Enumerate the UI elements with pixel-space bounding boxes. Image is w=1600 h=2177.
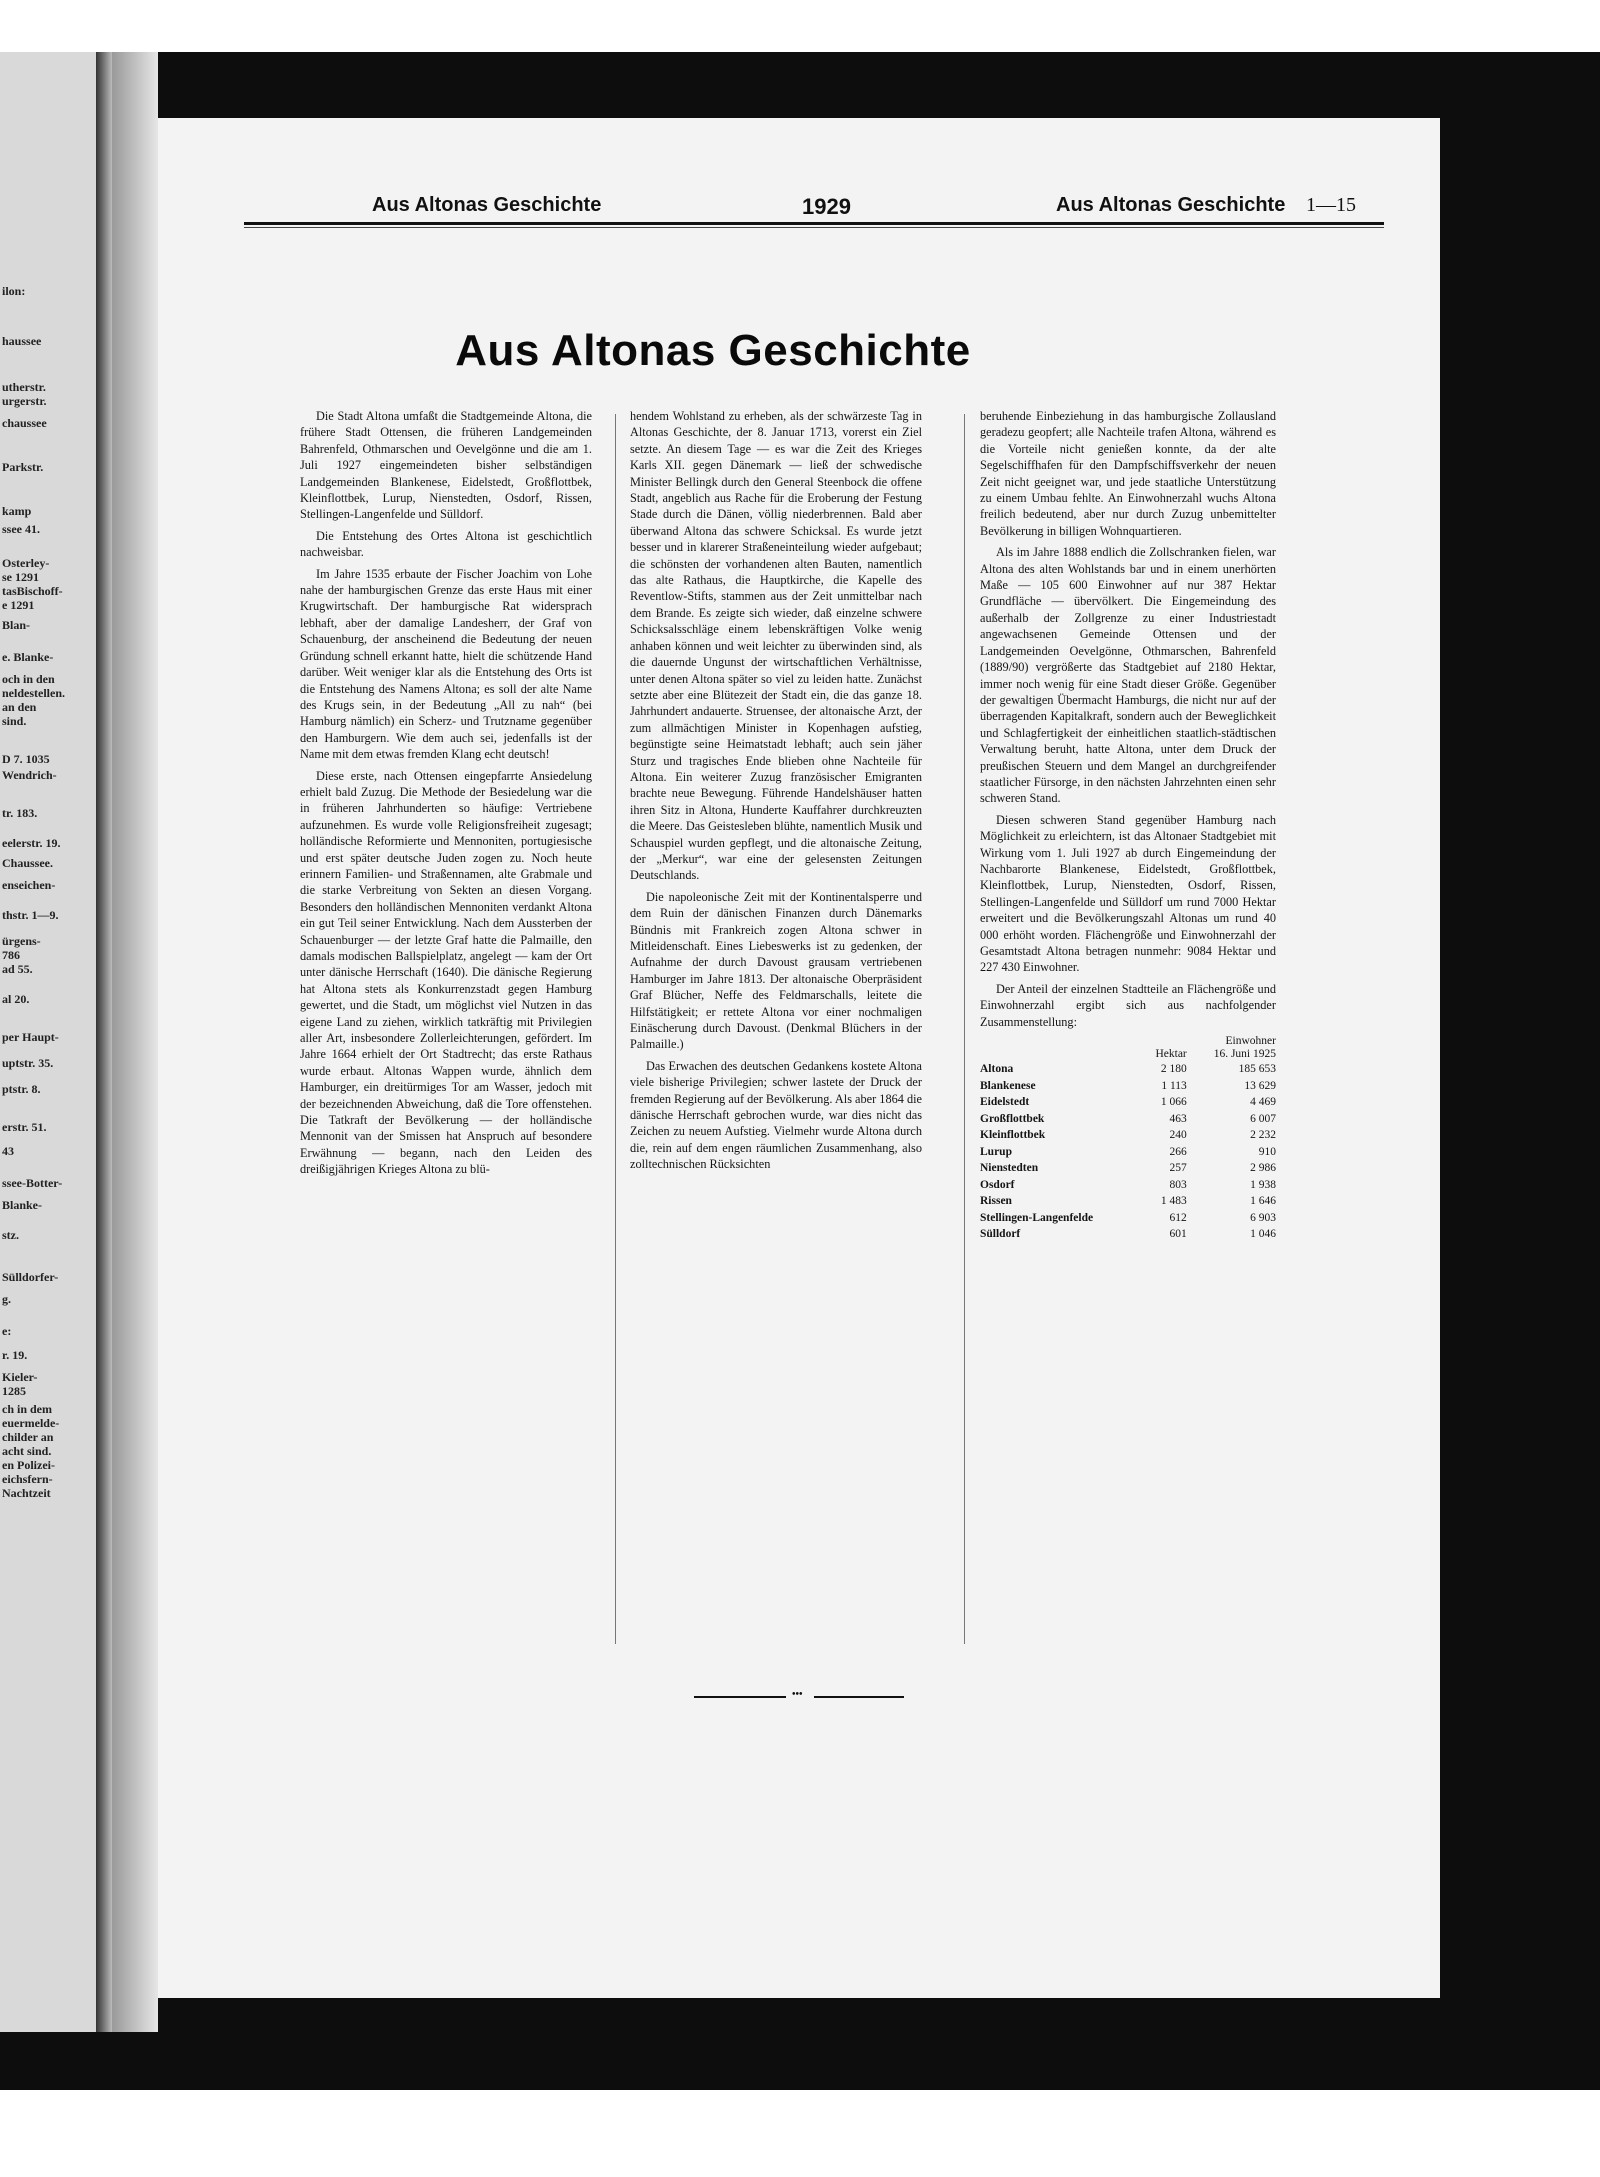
district-hektar: 266: [1169, 1145, 1187, 1158]
left-page-text-fragment: ürgens-: [2, 934, 41, 948]
left-page-text-fragment: stz.: [2, 1228, 19, 1242]
table-header-row: [980, 1035, 1276, 1061]
left-page-text-fragment: per Haupt-: [2, 1030, 59, 1044]
left-page-text-fragment: ssee-Botter-: [2, 1176, 63, 1190]
district-name: Altona: [980, 1063, 1014, 1076]
left-page-text-fragment: uptstr. 35.: [2, 1056, 54, 1070]
district-hektar: 601: [1169, 1228, 1187, 1241]
left-page-text-fragment: kamp: [2, 504, 32, 518]
article-column-2: [630, 408, 922, 1178]
district-name: Eidelstedt: [980, 1096, 1030, 1109]
district-einwohner: 1 646: [1250, 1195, 1276, 1208]
paragraph: Die Entstehung des Ortes Altona ist geschichtlich nachweisbar.: [300, 528, 592, 560]
paragraph: Im Jahre 1535 erbaute der Fischer Joachim von Lohe nahe der hamburgischen Grenze das erste Haus mit einer Krugwirtschaft. Der hamburgische Rat widersprach lebhaft, aber der damalige Landesherr, der Graf von Schauenburg, der anscheinend die Bedeutung der neuen Gründung schnell erkannt hatte, hielt die schützende Hand darüber. Weit weniger klar als die Entstehung des Orts ist die Entstehung des Namens Altona; es soll der alte Name des Krugs sein, in der Bedeutung „All zu nah“ (bei Hamburg nämlich) ein Scherz- und Trutzname gegenüber den Hamburgern. Wie dem auch sei, jedenfalls ist der Name mit dem etwas fremden Klang echt deutsch!: [300, 566, 592, 762]
district-hektar: 1 113: [1161, 1079, 1187, 1092]
table-row: [980, 1078, 1276, 1095]
left-page-text-fragment: ch in dem: [2, 1402, 53, 1416]
left-page-text-fragment: e:: [2, 1324, 12, 1338]
district-hektar: 612: [1169, 1211, 1187, 1224]
district-einwohner: 6 007: [1250, 1112, 1276, 1125]
table-row: [980, 1226, 1276, 1243]
page-gutter-shadow: [96, 52, 112, 2032]
end-ornament: [694, 1689, 904, 1700]
district-hektar: 463: [1169, 1112, 1187, 1125]
district-hektar: 2 180: [1160, 1063, 1187, 1076]
left-page-text-fragment: D 7. 1035: [2, 752, 50, 766]
left-page-text-fragment: thstr. 1—9.: [2, 908, 59, 922]
district-einwohner: 2 986: [1250, 1162, 1276, 1175]
population-table: [980, 1035, 1276, 1243]
district-name: Blankenese: [980, 1079, 1036, 1092]
district-hektar: 240: [1169, 1129, 1187, 1142]
book-spine: [112, 52, 158, 2032]
left-page-text-fragment: an den: [2, 700, 37, 714]
table-body: [980, 1061, 1276, 1243]
district-name: Kleinflottbek: [980, 1129, 1046, 1142]
left-page-text-fragment: e. Blanke-: [2, 650, 54, 664]
district-name: Großflottbek: [980, 1112, 1045, 1125]
district-einwohner: 185 653: [1238, 1063, 1276, 1076]
left-page-text-fragment: tr. 183.: [2, 806, 38, 820]
district-name: Lurup: [980, 1145, 1012, 1158]
paragraph: Das Erwachen des deutschen Gedankens kostete Altona viele bisherige Privilegien; schwer lastete der Druck der fremden Regierung auf der Bevölkerung. Als aber 1864 die dänische Herrschaft gebrochen wurde, war dies nicht das Zeichen zu neuem Aufstieg. Vielmehr wurde Altona durch die, rein auf dem engen räumlichen Zusammenhang, also zolltechnischen Rücksichten: [630, 1058, 922, 1172]
district-einwohner: 1 938: [1250, 1178, 1276, 1191]
left-page-text-fragment: Parkstr.: [2, 460, 44, 474]
left-page-text-fragment: ad 55.: [2, 962, 33, 976]
left-page-text-fragment: utherstr.: [2, 380, 46, 394]
left-page-text-fragment: 1285: [2, 1384, 26, 1398]
left-page-text-fragment: ilon:: [2, 284, 26, 298]
ornament-dots: •••: [792, 1689, 803, 1700]
header-rule-thin: [244, 227, 1384, 228]
district-einwohner: 6 903: [1250, 1211, 1276, 1224]
table-row: [980, 1111, 1276, 1128]
table-row: [980, 1160, 1276, 1177]
district-einwohner: 1 046: [1250, 1228, 1276, 1241]
left-page-text-fragment: acht sind.: [2, 1444, 52, 1458]
paragraph: beruhende Einbeziehung in das hamburgische Zollausland geradezu geopfert; alle Nachteile trafen Altona, während es die Vorteile nicht genießen konnte, da der alte Segelschiffhafen für den Dampfschiffsverkehr der neuen Zeit nicht geeignet war, und jede staatliche Unterstützung zu einem Umbau fehlte. An Einwohnerzahl wuchs Altona freilich bedeutend, aber nur durch Zuzug unbemittelter Bevölkerung in billigen Wohnquartieren.: [980, 409, 1276, 538]
article-title: Aus Altonas Geschichte: [455, 326, 971, 375]
left-page-text-fragment: urgerstr.: [2, 394, 47, 408]
right-page: [158, 118, 1440, 1998]
table-row: [980, 1193, 1276, 1210]
left-page-text-fragment: en Polizei-: [2, 1458, 55, 1472]
left-page-text-fragment: haussee: [2, 334, 42, 348]
paragraph: Diese erste, nach Ottensen eingepfarrte Ansiedelung erhielt bald Zuzug. Die Methode der Besiedelung war die in früheren Jahrhunderten so häufige: Vertriebene aufzunehmen. Es wurde volle Religionsfreiheit zugesagt; holländische Reformierte und Mennoniten, portugiesische und erst später deutsche Juden zogen zu. Noch heute erinnern Familien- und Straßennamen, alte Grabmale und die starke Verbreitung von Sekten an diesen Vorgang. Besonders den holländischen Mennoniten verdankt Altona ein gut Teil seiner Entwicklung. Nach dem Aussterben der Schauenburger — der letzte Graf hatte die Palmaille, den damals modischen Ballspielplatz, angelegt — kam der Ort unter dänische Herrschaft (1640). Die dänische Regierung hat Altona stets als Konkurrenzstadt gegen Hamburg gewertet, und die Stadt, um möglichst viel Nutzen in das eigene Land zu ziehen, wirklich tatkräftig mit Privilegien aller Art, insbesondere Zollerleichterungen, gefördert. Im Jahre 1664 erhielt der Ort Stadtrecht; das erste Rathaus wurde erbaut. Altonas Wappen wurde, ähnlich dem Hamburger, ein dreitürmiges Tor am Wasser, jedoch mit der bezeichnenden Abweichung, daß die Tore offenstehen. Die Tatkraft der Bevölkerung — der holländische Mennonit van der Smissen hat Anspruch auf besondere Erwähnung — begann, nach den Leiden des dreißigjährigen Krieges Altona zu blü-: [300, 768, 592, 1177]
table-row: [980, 1127, 1276, 1144]
column-divider: [964, 414, 965, 1644]
left-page-text-fragment: Blanke-: [2, 1198, 43, 1212]
district-name: Osdorf: [980, 1178, 1015, 1191]
ornament-line-right: [814, 1696, 904, 1698]
left-page-text-fragment: Blan-: [2, 618, 31, 632]
table-row: [980, 1144, 1276, 1161]
left-page-text-fragment: neldestellen.: [2, 686, 65, 700]
left-page-text-fragment: tasBischoff-: [2, 584, 63, 598]
left-page-text-fragment: r. 19.: [2, 1348, 28, 1362]
district-einwohner: 910: [1258, 1145, 1276, 1158]
left-page-text-fragment: 43: [2, 1144, 14, 1158]
table-row: [980, 1061, 1276, 1078]
ornament-line-left: [694, 1696, 786, 1698]
table-header-einwohner: [1187, 1035, 1276, 1061]
left-page-text-fragment: Kieler-: [2, 1370, 38, 1384]
paragraph: Der Anteil der einzelnen Stadtteile an Flächengröße und Einwohnerzahl ergibt sich aus nachfolgender Zusammenstellung:: [980, 981, 1276, 1029]
left-page-text-fragment: enseichen-: [2, 878, 56, 892]
left-page-text-fragment: eelerstr. 19.: [2, 836, 61, 850]
header-rule: [244, 222, 1384, 225]
paragraph: Die Stadt Altona umfaßt die Stadtgemeinde Altona, die frühere Stadt Ottensen, die früheren Landgemeinden Bahrenfeld, Othmarschen und Oevelgönne und die am 1. Juli 1927 eingemeindeten bisher selbständigen Landgemeinden Blankenese, Eidelstedt, Großflottbek, Kleinflottbek, Lurup, Nienstedten, Osdorf, Rissen, Stellingen-Langenfelde und Sülldorf.: [300, 409, 592, 522]
left-page-text-fragment: Wendrich-: [2, 768, 57, 782]
table-row: [980, 1177, 1276, 1194]
left-page-text-fragment: Nachtzeit: [2, 1486, 51, 1500]
left-page-text-fragment: och in den: [2, 672, 55, 686]
paragraph: Diesen schweren Stand gegenüber Hamburg nach Möglichkeit zu erleichtern, ist das Altonaer Stadtgebiet mit Wirkung vom 1. Juli 1927 ab durch Eingemeindung der Nachbarorte Blankenese, Eidelstedt, Großflottbek, Kleinflottbek, Lurup, Nienstedten, Osdorf, Rissen, Stellingen-Langenfelde und Sülldorf um rund 7000 Hektar erweitert und die Bevölkerungszahl Altonas um rund 40 000 erhöht worden. Flächengröße und Einwohnerzahl der Gesamtstadt Altona betragen nunmehr: 9084 Hektar und 227 430 Einwohner.: [980, 812, 1276, 975]
left-page-text-fragment: erstr. 51.: [2, 1120, 47, 1134]
left-page-text-fragment: sind.: [2, 714, 27, 728]
district-name: Rissen: [980, 1195, 1012, 1208]
district-einwohner: 13 629: [1244, 1079, 1276, 1092]
left-page-text-fragment: se 1291: [2, 570, 39, 584]
table-row: [980, 1094, 1276, 1111]
page-number: 1—15: [1306, 194, 1356, 216]
left-page-text-fragment: al 20.: [2, 992, 30, 1006]
running-header-right: Aus Altonas Geschichte: [1056, 194, 1286, 216]
district-name: Stellingen-Langenfelde: [980, 1211, 1094, 1224]
table-header-district: [980, 1035, 1142, 1061]
table-header-hektar: Hektar: [1155, 1048, 1187, 1061]
running-header-left: Aus Altonas Geschichte: [372, 194, 602, 216]
left-page-text-fragment: childer an: [2, 1430, 54, 1444]
district-einwohner: 4 469: [1250, 1096, 1276, 1109]
district-einwohner: 2 232: [1250, 1129, 1276, 1142]
article-column-1: [300, 408, 592, 1183]
left-page-text-fragment: e 1291: [2, 598, 35, 612]
district-name: Nienstedten: [980, 1162, 1039, 1175]
einwohner-label: Einwohner: [1225, 1035, 1276, 1048]
district-hektar: 257: [1169, 1162, 1187, 1175]
district-hektar: 803: [1169, 1178, 1187, 1191]
left-page-text-fragment: Osterley-: [2, 556, 50, 570]
paragraph: hendem Wohlstand zu erheben, als der schwärzeste Tag in Altonas Geschichte, der 8. Januar 1713, vorerst ein Ziel setzte. An diesem Tage — es war die Zeit des Krieges Karls XII. gegen Dänemark — ließ der schwedische Minister Bellingk durch den General Steenbock die offene Stadt, angeblich aus Rache für die Eroberung der Festung Stade durch die Dänen, völlig niederbrennen. Bald aber überwand Altona das schwere Schicksal. Es wurde jetzt besser und in klarerer Straßeneinteilung wieder aufgebaut; die schönsten der vorhandenen alten Bauten, namentlich das alte Rathaus, die Hauptkirche, die Kapelle des Reventlow-Stifts, stammen aus der Zeit unmittelbar nach dem Brande. Es zeigte sich wieder, daß einzelne schwere Schicksalsschläge einem lebenskräftigen Volke wenig anhaben können und weit leichter zu überwinden sind, als die dauernde Ungunst der wirtschaftlichen Verhältnisse, unter denen Altona später so viel zu leiden hatte. Zunächst setzte aber eine Blütezeit der Stadt ein, die das ganze 18. Jahrhundert andauerte. Struensee, der altonaische Arzt, der zum allmächtigen Minister in Kopenhagen aufstieg, begünstigte seine Heimatstadt lebhaft; auch sein jäher Sturz und tragisches Ende blieben ohne Nachteile für Altona. Ein weiterer Zuzug französischer Emigranten brachte neue Bewegung. Führende Handelshäuser hatten ihren Sitz in Altona, Hunderte Kauffahrer durchkreuzten die Meere. Das Geistesleben blühte, namentlich Musik und Schauspiel wurden gepflegt, und die altonaische Zeitung, der „Merkur“, war eine der gelesensten Zeitungen Deutschlands.: [630, 409, 922, 883]
paragraph: Die napoleonische Zeit mit der Kontinentalsperre und dem Ruin der dänischen Finanzen durch Dänemarks Bündnis mit Frankreich zogen Altona schwer in Mitleidenschaft. Eines Liebeswerks ist zu gedenken, der Aufnahme der durch Davoust grausam vertriebenen Hamburger im Jahre 1813. Der altonaische Oberpräsident Graf Blücher, Neffe des Feldmarschalls, leitete die Hilfstätigkeit; er rettete Altona vor einer nochmaligen Einäscherung durch Davoust. (Denkmal Blüchers in der Palmaille.): [630, 889, 922, 1052]
left-page-text-fragment: g.: [2, 1292, 11, 1306]
column-divider: [615, 414, 616, 1644]
left-page-fragment: [0, 52, 96, 2032]
running-header-year: 1929: [802, 194, 851, 219]
paragraph: Als im Jahre 1888 endlich die Zollschranken fielen, war Altona des alten Wohlstands bar und in einem unerhörten Maße — 105 600 Einwohner auf nur 387 Hektar Grundfläche — übervölkert. Die Eingemeindung des außerhalb der Zollgrenze zu einer Industriestadt angewachsenen Gemeinde Ottensen und der Landgemeinden Oevelgönne, Othmarschen, Bahrenfeld (1889/90) vergrößerte das Stadtgebiet auf 2180 Hektar, immer noch wenig für eine Stadt dieser Größe. Gegenüber der gewaltigen Übermacht Hamburgs, die nicht nur auf der überragenden Kapitalkraft, sondern auch der Beweglichkeit und Schlagfertigkeit der einheitlichen staatlich-städtischen Verwaltung beruht, hatte Altona, unter dem Druck der preußischen Steuern und dem Mangel an durchgreifender staatlicher Fürsorge, in den nächsten Jahrzehnten einen sehr schweren Stand.: [980, 545, 1276, 806]
left-page-text-fragment: ssee 41.: [2, 522, 40, 536]
article-column-3: [980, 408, 1276, 1243]
left-page-text-fragment: Chaussee.: [2, 856, 54, 870]
left-page-text-fragment: eichsfern-: [2, 1472, 53, 1486]
district-hektar: 1 483: [1160, 1195, 1187, 1208]
table-row: [980, 1210, 1276, 1227]
left-page-text-fragment: ptstr. 8.: [2, 1082, 41, 1096]
census-date: 16. Juni 1925: [1213, 1048, 1276, 1061]
left-page-text-fragment: 786: [2, 948, 20, 962]
left-page-text-fragment: Sülldorfer-: [2, 1270, 59, 1284]
left-page-text-fragment: euermelde-: [2, 1416, 60, 1430]
district-name: Sülldorf: [980, 1228, 1021, 1241]
left-page-text-fragment: chaussee: [2, 416, 47, 430]
district-hektar: 1 066: [1160, 1096, 1187, 1109]
